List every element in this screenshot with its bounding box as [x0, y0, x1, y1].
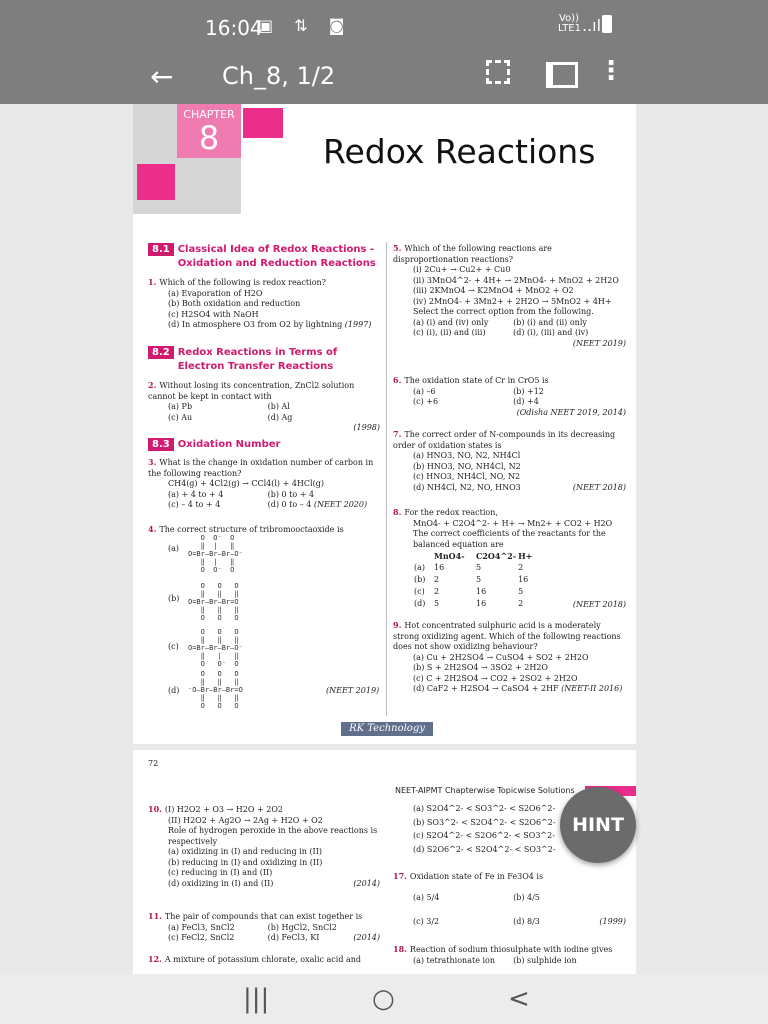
chapter-box — [177, 104, 241, 158]
section-header — [148, 243, 383, 271]
option-label: (c) — [168, 642, 179, 651]
question-text: Which of the following reactions are disproportionation reactions? — [393, 244, 552, 264]
structure-b: O O O ‖ ‖ ‖ O=Br—Br—Br=O ‖ ‖ ‖ O O O — [188, 582, 239, 622]
decor-gray — [133, 104, 177, 158]
option-c: (c) FeCl2, SnCl2 — [168, 933, 235, 942]
question-8 — [393, 507, 626, 611]
question-11 — [148, 911, 380, 944]
clock: 16:04 — [205, 16, 263, 40]
option-d: (d) +4 — [513, 397, 539, 406]
option-b: (b) +12 — [513, 386, 544, 396]
battery-icon — [602, 15, 612, 33]
option-d: (d) CaF2 + H2SO4 → CaSO4 + 2HF — [413, 684, 559, 693]
fullscreen-icon[interactable] — [486, 60, 510, 84]
option-d: (d) FeCl3, KI — [267, 933, 320, 942]
option-c: (c) (i), (ii) and (iii) — [413, 328, 486, 337]
question-text: For the redox reaction, — [404, 508, 498, 517]
option-a: (a) FeCl3, SnCl2 — [168, 922, 235, 932]
question-number: 3. — [148, 457, 157, 467]
year-tag: (NEET-II 2016) — [561, 684, 623, 693]
option-c: (c) +6 — [413, 397, 439, 406]
year-tag: (NEET 2019) — [572, 338, 626, 348]
option-b: (b) (i) and (ii) only — [513, 317, 587, 327]
question-number: 1. — [148, 277, 157, 287]
cell: (c) — [414, 587, 425, 596]
option-b — [168, 594, 179, 605]
option-a: (a) HNO3, NO, N2, NH4Cl — [413, 451, 521, 460]
year-tag: (Odisha NEET 2019, 2014) — [516, 407, 626, 417]
option-a: (a) tetrathionate ion — [413, 955, 495, 965]
page-separator — [133, 744, 636, 750]
section-number: 8.2 — [148, 346, 174, 359]
column-header: C2O4^2- — [476, 551, 517, 561]
bookmark-icon[interactable] — [546, 62, 578, 88]
option-d — [168, 686, 179, 697]
question-18 — [393, 944, 626, 966]
question-text: A mixture of potassium chlorate, oxalic acid and — [164, 955, 362, 964]
signal-icon: ..ıl — [582, 16, 602, 35]
table-row — [413, 574, 559, 586]
cell: 2 — [434, 575, 440, 584]
option-c: (c) reducing in (I) and (II) — [168, 868, 273, 877]
cell: (a) — [414, 563, 426, 572]
question-12 — [148, 954, 380, 966]
question-text: The oxidation state of Cr in CrO5 is — [404, 376, 549, 385]
cell: (b) — [414, 575, 426, 584]
question-5 — [393, 243, 626, 349]
option-a: (a) oxidizing in (I) and reducing in (II) — [168, 847, 322, 856]
section-title: Redox Reactions in Terms of Electron Transfer Reactions — [177, 347, 338, 372]
year-tag: (1998) — [353, 423, 380, 432]
question-2 — [148, 380, 380, 434]
option-label: (b) — [168, 594, 180, 603]
notification-icons: ▣ ⇅ ◙ — [258, 16, 353, 35]
option-b: (b) S + 2H2SO4 → 3SO2 + 2H2O — [413, 663, 548, 672]
question-number: 11. — [148, 911, 162, 921]
year-tag: (2014) — [353, 878, 380, 888]
option-a: (a) –6 — [413, 386, 436, 396]
option-d: (d) 8/3 — [513, 917, 540, 926]
cell: 16 — [518, 575, 529, 584]
arrow-left-icon[interactable]: ← — [150, 60, 174, 93]
question-4 — [148, 524, 380, 536]
section-title: Classical Idea of Redox Reactions - Oxidation and Reduction Reactions — [177, 244, 376, 269]
cell: 5 — [518, 587, 524, 596]
cell: 5 — [476, 563, 482, 572]
option-d: (d) S2O6^2- < S2O4^2- < SO3^2- — [413, 844, 556, 854]
section-header — [148, 346, 383, 374]
question-number: 12. — [148, 954, 162, 964]
navigation-bar — [0, 974, 768, 1024]
option-a: (a) S2O4^2- < SO3^2- < S2O6^2- — [413, 804, 556, 813]
decor-pink — [137, 164, 175, 200]
option-d: (d) NH4Cl, N2, NO, HNO3 — [413, 482, 521, 492]
option-a: (a) + 4 to + 4 — [168, 489, 224, 499]
equation: MnO4- + C2O4^2- + H+ → Mn2+ + CO2 + H2O — [413, 518, 613, 528]
question-6 — [393, 375, 626, 418]
option-c: (c) 3/2 — [413, 917, 440, 926]
column-divider — [386, 242, 387, 716]
year-tag: (NEET 2019) — [326, 686, 380, 695]
page-number: 72 — [148, 759, 159, 768]
option-c: (c) – 4 to + 4 — [168, 500, 221, 509]
section-number: 8.1 — [148, 243, 174, 256]
reaction-iii: (iii) 2KMnO4 → K2MnO4 + MnO2 + O2 — [413, 286, 574, 295]
app-bar — [0, 52, 768, 104]
question-number: 9. — [393, 620, 402, 630]
network-indicator: Vo)) LTE1 — [558, 13, 581, 34]
question-text: Without losing its concentration, ZnCl2 solution cannot be kept in contact with — [148, 381, 355, 401]
question-3 — [148, 457, 380, 511]
question-number: 6. — [393, 375, 402, 385]
decor-gray — [177, 158, 241, 214]
cell: 5 — [434, 599, 440, 608]
year-tag: (1997) — [344, 320, 372, 329]
watermark-stamp: RK Technology — [341, 722, 433, 736]
question-text: Hot concentrated sulphuric acid is a moderately strong oxidizing agent. Which of the following reactions does not show oxidizing behaviour? — [393, 621, 621, 651]
question-number: 17. — [393, 871, 407, 881]
cell: 2 — [518, 563, 524, 572]
option-b: (b) HNO3, NO, NH4Cl, N2 — [413, 461, 521, 471]
status-bar — [0, 0, 768, 52]
table-header — [413, 550, 559, 562]
document-page[interactable] — [133, 104, 636, 974]
option-c: (c) HNO3, NH4Cl, NO, N2 — [413, 472, 521, 481]
structure-a: O O⁻ O ‖ | ‖ O=Br—Br—Br—O⁻ ‖ | ‖ O O⁻ O — [188, 534, 243, 574]
option-b: (b) reducing in (I) and oxidizing in (II) — [168, 857, 323, 867]
option-b: (b) HgCl2, SnCl2 — [267, 922, 337, 932]
equation: CH4(g) + 4Cl2(g) → CCl4(l) + 4HCl(g) — [168, 479, 324, 488]
year-tag: (NEET 2018) — [572, 482, 626, 492]
reaction-i: (i) 2Cu+ → Cu2+ + Cu0 — [413, 265, 511, 274]
question-1 — [148, 277, 380, 331]
reaction-ii: (II) H2O2 + Ag2O → 2Ag + H2O + O2 — [168, 815, 323, 825]
cell: 16 — [476, 587, 487, 596]
option-a: (a) Cu + 2H2SO4 → CuSO4 + SO2 + 2H2O — [413, 652, 589, 662]
question-text: Reaction of sodium thiosulphate with iodine gives — [409, 945, 613, 954]
cell: 2 — [518, 599, 524, 608]
option-c: (c) S2O4^2- < S2O6^2- < SO3^2- — [413, 831, 555, 840]
table-row — [413, 586, 559, 598]
option-a: (a) 5/4 — [413, 892, 440, 902]
section-number: 8.3 — [148, 438, 174, 451]
year-tag: (2014) — [353, 933, 380, 942]
chapter-number: 8 — [198, 119, 220, 157]
home-icon[interactable]: ○ — [372, 984, 395, 1014]
option-a: (a) Pb — [168, 402, 193, 411]
year-tag: (1999) — [599, 917, 626, 926]
option-b: (b) Both oxidation and reduction — [168, 299, 301, 308]
question-text: Oxidation state of Fe in Fe3O4 is — [409, 872, 544, 881]
option-c — [168, 642, 179, 653]
structure-c: O O O ‖ ‖ ‖ O=Br—Br—Br—O⁻ ‖ | ‖ O O⁻ O — [188, 628, 243, 668]
question-number: 5. — [393, 243, 402, 253]
option-d: (d) 0 to – 4 — [267, 500, 312, 509]
question-number: 10. — [148, 804, 162, 814]
back-icon[interactable]: < — [508, 984, 530, 1014]
option-c: (c) Au — [168, 412, 193, 422]
question-text: Which of the following is redox reaction? — [159, 278, 326, 287]
option-a — [168, 544, 179, 555]
option-c: (c) H2SO4 with NaOH — [168, 309, 259, 319]
question-7 — [393, 429, 626, 493]
question-text: The correct coefficients of the reactants for the balanced equation are — [413, 529, 606, 549]
option-a: (a) Evaporation of H2O — [168, 288, 263, 298]
question-text: The pair of compounds that can exist together is — [164, 912, 363, 921]
option-c: (c) C + 2H2SO4 → CO2 + 2SO2 + 2H2O — [413, 673, 578, 683]
question-number: 18. — [393, 944, 407, 954]
year-tag: (NEET 2020) — [313, 500, 368, 509]
option-label: (a) — [168, 544, 180, 553]
option-d: (d) (i), (iii) and (iv) — [513, 328, 589, 337]
question-9 — [393, 620, 626, 695]
option-label: (d) — [168, 686, 180, 695]
question-number: 8. — [393, 507, 402, 517]
decor-pink — [243, 108, 283, 138]
chapter-title: Redox Reactions — [323, 132, 596, 171]
structure-d: O O O ‖ ‖ ‖ ⁻O—Br—Br—Br=O ‖ ‖ ‖ O O O — [188, 670, 243, 710]
year-tag: (NEET 2018) — [572, 600, 626, 609]
hint-button[interactable]: HINT — [560, 787, 636, 863]
question-10 — [148, 804, 380, 889]
cell: 2 — [434, 587, 440, 596]
reaction-i: (I) H2O2 + O3 → H2O + 2O2 — [164, 805, 283, 814]
option-b: (b) 4/5 — [513, 892, 540, 902]
running-header: NEET-AIPMT Chapterwise Topicwise Solutions — [395, 786, 575, 795]
chapter-label: CHAPTER — [183, 108, 235, 121]
cell: 16 — [476, 599, 487, 608]
section-header — [148, 438, 383, 457]
option-b: (b) 0 to + 4 — [267, 489, 315, 499]
option-d: (d) Ag — [267, 412, 293, 422]
question-text: The correct order of N-compounds in its decreasing order of oxidation states is — [393, 430, 616, 450]
question-text: What is the change in oxidation number of carbon in the following reaction? — [148, 458, 374, 478]
question-text: The correct structure of tribromooctaoxide is — [159, 525, 344, 534]
option-b: (b) Al — [267, 402, 290, 411]
document-title: Ch_8, 1/2 — [222, 62, 336, 90]
question-17 — [393, 871, 626, 928]
option-b: (b) SO3^2- < S2O4^2- < S2O6^2- — [413, 817, 556, 827]
section-title: Oxidation Number — [177, 439, 281, 450]
more-vert-icon[interactable]: ⋮ — [598, 56, 624, 86]
table-row — [413, 562, 559, 574]
question-number: 2. — [148, 380, 157, 390]
option-a: (a) (i) and (iv) only — [413, 317, 489, 327]
column-header: H+ — [518, 551, 533, 561]
option-b: (b) sulphide ion — [513, 955, 577, 965]
option-d: (d) oxidizing in (I) and (II) — [168, 878, 274, 888]
cell: (d) — [414, 599, 426, 608]
column-header: MnO4- — [434, 551, 465, 561]
instruction: Select the correct option from the following. — [413, 307, 594, 316]
question-text: Role of hydrogen peroxide in the above reactions is respectively — [168, 826, 378, 846]
question-number: 7. — [393, 429, 402, 439]
question-number: 4. — [148, 524, 157, 534]
option-d: (d) In atmosphere O3 from O2 by lightning — [168, 320, 343, 329]
cell: 16 — [434, 563, 445, 572]
reaction-iv: (iv) 2MnO4- + 3Mn2+ + 2H2O → 5MnO2 + 4H+ — [413, 296, 612, 306]
recents-icon[interactable]: ||| — [243, 984, 270, 1014]
cell: 5 — [476, 575, 482, 584]
reaction-ii: (ii) 3MnO4^2- + 4H+ → 2MnO4- + MnO2 + 2H2O — [413, 275, 619, 285]
